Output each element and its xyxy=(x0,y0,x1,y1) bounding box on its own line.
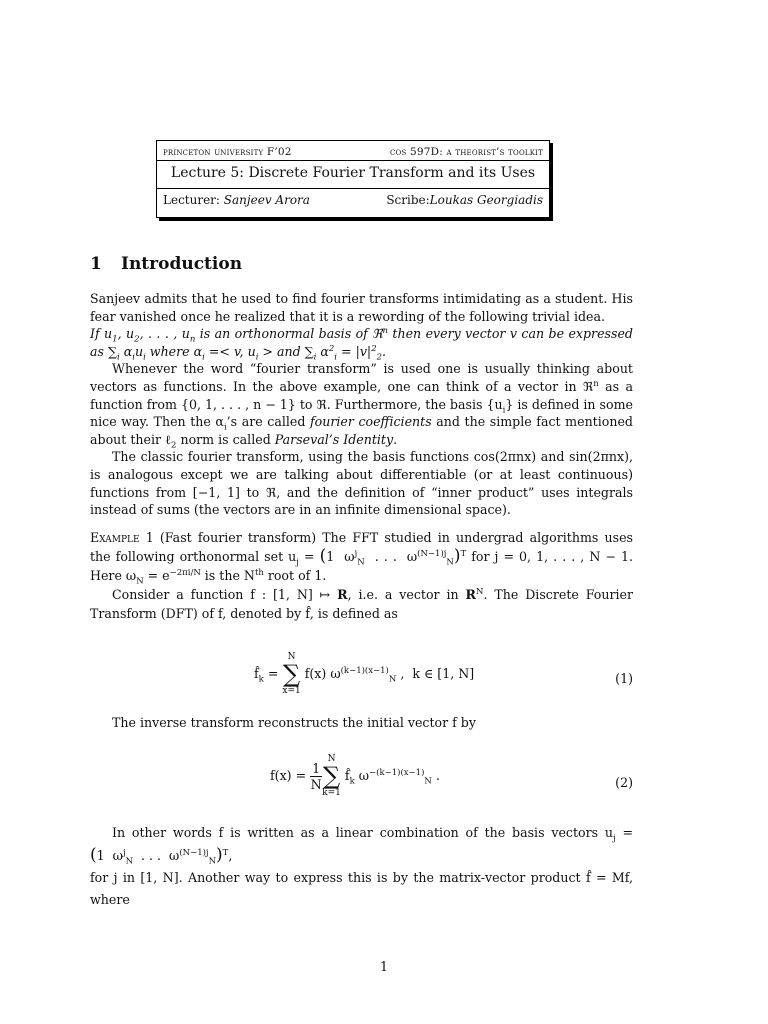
scribe-label: Scribe: xyxy=(386,193,430,207)
header-divider xyxy=(157,188,549,189)
closing-text xyxy=(90,822,633,911)
inverse-intro xyxy=(112,714,633,732)
section-number: 1 xyxy=(90,254,102,274)
paragraph: The classic fourier transform, using the basis functions cos(2πnx) and sin(2πnx), is analogous except we are talking about differentiable (or at least continuous) functions from [−1, 1] to ℜ, and the definition of “inner product” uses integrals instead of sums (the vectors are in an infinite dimensional space). xyxy=(90,449,633,518)
paragraph: The inverse transform reconstructs the initial vector f by xyxy=(112,715,476,730)
lecturer-name: Sanjeev Arora xyxy=(223,193,310,207)
paragraph: for j in [1, N]. Another way to express this is by the matrix-vector product f̂ = Mf, where xyxy=(90,870,633,907)
lecture-title: Lecture 5: Discrete Fourier Transform and its Uses xyxy=(170,165,536,181)
section-heading xyxy=(90,256,242,274)
header-university: princeton university xyxy=(163,146,264,158)
paragraph: In other words f is written as a linear combination of the basis vectors $u_j = (1$ $\omega^j_N$ . . . $\omega^{(N-1)j}_N)^T$, xyxy=(90,825,634,867)
example-paragraph: Example 1 (Fast fourier transform) The FFT studied in undergrad algorithms uses the following orthonormal set $u_j = (1$ $\omega^j_N$ . . . $\omega^{(N-1)j}_N)^T$ for j = 0, 1, . . . , N − 1. Here $\omega_N = e^{-2\pi i/N}$ is the $N^{th}$ root of 1. xyxy=(90,530,633,587)
inverse-dft-formula: f(x) = $\frac{1}{N}$ N ∑ k=1 $f̂_k$ $\omega^{-(k-1)(x-1)}_N$ . xyxy=(270,754,440,798)
lecture-header-box xyxy=(156,140,550,218)
scribe-name: Loukas Georgiadis xyxy=(429,193,543,207)
equation-number: (2) xyxy=(615,775,633,790)
intro-text xyxy=(90,290,633,519)
header-course-name: a theorist’s toolkit xyxy=(446,146,543,158)
paragraph: Sanjeev admits that he used to find fourier transforms intimidating as a student. His fear vanished once he realized that it is a rewording of the following trivial idea. xyxy=(90,291,633,324)
lecturer-label: Lecturer: xyxy=(163,193,220,207)
paragraph: Consider a function f : [1, N] ↦ R, i.e. a vector in $R^N$. The Discrete Fourier Transform (DFT) of f, denoted by f̂, is defined as xyxy=(90,586,634,621)
example-block xyxy=(90,528,633,623)
header-course-code: cos 597D: xyxy=(389,146,443,158)
dft-formula: $f̂_k$ = N ∑ x=1 f(x) $\omega^{(k-1)(x-1)}_N$ , k ∈ [1, N] xyxy=(254,652,475,696)
page-number: 1 xyxy=(379,959,388,974)
header-term: F’02 xyxy=(266,146,292,158)
equation-number: (1) xyxy=(615,671,633,686)
equation-inverse-dft xyxy=(90,754,633,810)
trivial-idea-statement: If $u_1$, $u_2$, . . . , $u_n$ is an orthonormal basis of ℜ$^n$ then every vector v can be expressed as $\sum_i$ $\alpha_iu_i$ where $\alpha_i =< v$, $u_i$ > and $\sum_i$ $\alpha^2_i = |v|^2_2$. xyxy=(90,326,633,363)
header-people-line xyxy=(163,192,543,210)
paragraph: Whenever the word “fourier transform” is used one is usually thinking about vectors as functions. In the above example, one can think of a vector in ℜ$^n$ as a function from {0, 1, . . . , n − 1} to ℜ. Furthermore, the basis $\{u_i\}$ is defined in some nice way. Then the $\alpha_i’s$ are called fourier coefficients and the simple fact mentioned about their ℓ$_2$ norm is called Parseval’s Identity. xyxy=(90,361,633,451)
example-label: Example 1 xyxy=(90,530,154,545)
equation-dft xyxy=(90,652,633,708)
header-divider xyxy=(157,160,549,161)
section-title: Introduction xyxy=(121,254,243,274)
header-course-line xyxy=(163,144,543,162)
